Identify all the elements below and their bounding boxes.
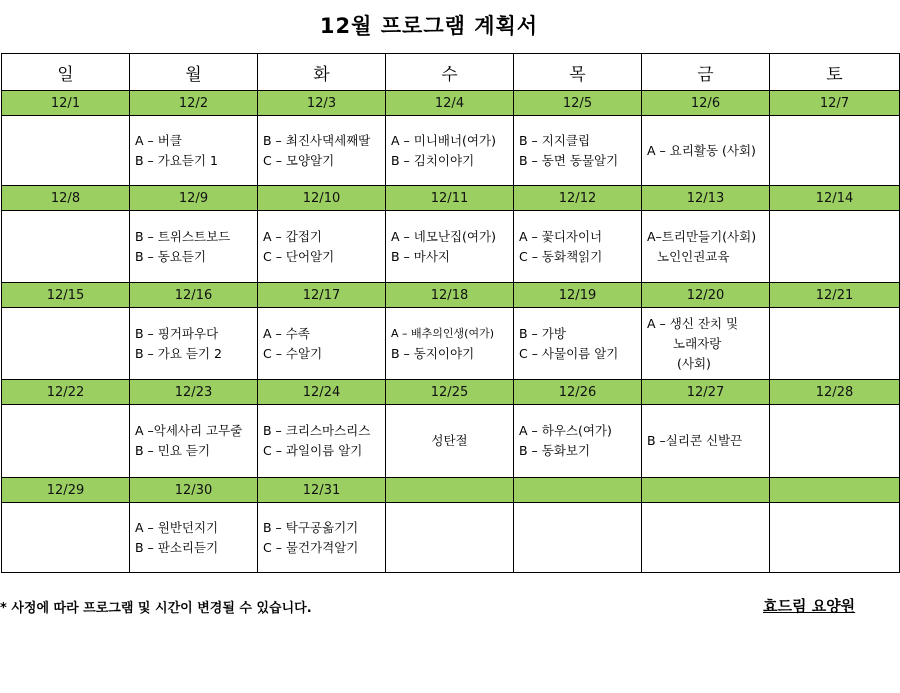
weekday-tue: 화	[258, 54, 386, 91]
program-item: B – 크리스마스리스	[263, 423, 371, 438]
program-item: 노인인권교육	[657, 248, 730, 264]
program-item: B – 동요듣기	[135, 248, 207, 264]
program-cell	[2, 503, 130, 573]
program-cell	[258, 308, 386, 380]
program-item: B – 김치이야기	[391, 152, 475, 168]
date-cell: 12/6	[642, 91, 770, 116]
date-cell: 12/5	[514, 91, 642, 116]
program-item: C – 사물이름 알기	[519, 345, 619, 361]
page-title: 12월 프로그램 계획서	[319, 14, 539, 38]
program-cell	[642, 405, 770, 478]
program-item: C – 수알기	[263, 345, 323, 361]
program-item: B – 가방	[519, 325, 566, 341]
date-cell: 12/16	[130, 283, 258, 308]
date-cell: 12/18	[386, 283, 514, 308]
program-cell	[386, 116, 514, 186]
program-item: B –실리콘 신발끈	[647, 433, 743, 448]
date-cell: 12/29	[2, 478, 130, 503]
program-cell	[770, 308, 900, 380]
weekday-mon: 월	[130, 54, 258, 91]
program-cell	[642, 211, 770, 283]
program-cell	[130, 211, 258, 283]
program-item: A – 미니배너(여가)	[391, 132, 496, 148]
program-cell	[130, 116, 258, 186]
program-item: A – 갑접기	[263, 228, 322, 244]
program-item: A – 하우스(여가)	[519, 423, 612, 438]
program-item: C – 과일이름 알기	[263, 443, 363, 458]
program-item: A – 버클	[135, 132, 182, 148]
program-cell	[514, 503, 642, 573]
program-cell	[258, 503, 386, 573]
program-cell	[642, 503, 770, 573]
program-item: B – 동면 동물알기	[519, 152, 619, 168]
date-row	[2, 186, 900, 211]
program-item: C – 모양알기	[263, 152, 335, 168]
weekday-thu: 목	[514, 54, 642, 91]
program-cell	[2, 308, 130, 380]
program-item: A – 꽃디자이너	[519, 228, 603, 244]
date-cell: 12/10	[258, 186, 386, 211]
date-cell: 12/8	[2, 186, 130, 211]
program-row	[2, 211, 900, 283]
date-cell: 12/21	[770, 283, 900, 308]
program-cell	[770, 405, 900, 478]
program-cell	[258, 211, 386, 283]
program-item: B – 트위스트보드	[135, 228, 231, 244]
weekday-wed: 수	[386, 54, 514, 91]
date-cell	[514, 478, 642, 503]
program-item: B – 가요 듣기 2	[135, 345, 222, 361]
weekday-fri: 금	[642, 54, 770, 91]
date-cell: 12/3	[258, 91, 386, 116]
date-cell: 12/24	[258, 380, 386, 405]
date-cell	[770, 478, 900, 503]
date-cell: 12/15	[2, 283, 130, 308]
program-item: A – 생신 잔치 및	[647, 315, 739, 331]
program-cell	[2, 211, 130, 283]
weekday-header-row	[2, 54, 900, 91]
date-cell: 12/13	[642, 186, 770, 211]
date-cell: 12/2	[130, 91, 258, 116]
program-item: B – 가요듣기 1	[135, 152, 218, 168]
program-item: A – 네모난집(여가)	[391, 228, 496, 244]
date-cell: 12/30	[130, 478, 258, 503]
program-item: B – 동지이야기	[391, 345, 475, 361]
program-cell	[258, 116, 386, 186]
date-row	[2, 283, 900, 308]
program-cell	[642, 116, 770, 186]
date-cell: 12/22	[2, 380, 130, 405]
date-cell: 12/1	[2, 91, 130, 116]
weekday-sat: 토	[770, 54, 900, 91]
date-cell: 12/4	[386, 91, 514, 116]
program-item: C – 물건가격알기	[263, 539, 359, 555]
date-cell: 12/31	[258, 478, 386, 503]
program-item: 노래자랑	[673, 335, 722, 351]
program-cell	[386, 211, 514, 283]
program-item: C – 단어알기	[263, 248, 335, 264]
footnote: * 사정에 따라 프로그램 및 시간이 변경될 수 있습니다.	[0, 601, 312, 616]
program-item: A – 수족	[263, 325, 310, 341]
date-cell: 12/11	[386, 186, 514, 211]
date-cell: 12/23	[130, 380, 258, 405]
program-cell	[386, 308, 514, 380]
program-cell	[130, 308, 258, 380]
date-cell: 12/9	[130, 186, 258, 211]
date-cell: 12/19	[514, 283, 642, 308]
program-cell	[514, 116, 642, 186]
date-cell: 12/12	[514, 186, 642, 211]
holiday-label: 성탄절	[431, 433, 468, 448]
date-row	[2, 380, 900, 405]
organization-name: 효드림 요양원	[763, 597, 856, 615]
program-cell	[770, 503, 900, 573]
program-row	[2, 308, 900, 380]
program-item: B – 민요 듣기	[135, 443, 211, 458]
date-row	[2, 91, 900, 116]
program-item: A – 요리활동 (사회)	[647, 142, 756, 158]
program-item: A – 원반던지기	[135, 519, 219, 535]
program-row	[2, 116, 900, 186]
date-cell: 12/26	[514, 380, 642, 405]
date-cell: 12/14	[770, 186, 900, 211]
program-item: A–트리만들기(사회)	[647, 228, 757, 244]
date-cell: 12/17	[258, 283, 386, 308]
program-item: B – 최진사댁세째딸	[263, 132, 371, 148]
date-cell: 12/7	[770, 91, 900, 116]
program-item: (사회)	[677, 355, 711, 371]
program-item: B – 동화보기	[519, 443, 591, 458]
date-cell	[642, 478, 770, 503]
program-row	[2, 405, 900, 478]
program-cell	[770, 116, 900, 186]
program-item: B – 핑거파우다	[135, 325, 219, 341]
program-item: B – 마사지	[391, 248, 450, 264]
program-cell	[514, 405, 642, 478]
program-item: B – 탁구공옮기기	[263, 519, 359, 535]
program-cell	[2, 405, 130, 478]
date-cell: 12/25	[386, 380, 514, 405]
program-cell	[770, 211, 900, 283]
program-calendar	[1, 53, 900, 573]
program-item: A –악세사리 고무줄	[135, 423, 243, 438]
program-cell	[258, 405, 386, 478]
date-cell: 12/20	[642, 283, 770, 308]
program-cell	[2, 116, 130, 186]
date-row	[2, 478, 900, 503]
program-cell	[514, 211, 642, 283]
program-cell	[130, 503, 258, 573]
date-cell: 12/27	[642, 380, 770, 405]
program-item: B – 판소리듣기	[135, 539, 219, 555]
date-cell	[386, 478, 514, 503]
program-cell	[514, 308, 642, 380]
date-cell: 12/28	[770, 380, 900, 405]
program-item: B – 지지클립	[519, 132, 591, 148]
weekday-sun: 일	[2, 54, 130, 91]
program-item: A – 배추의인생(여가)	[391, 326, 494, 340]
program-cell	[130, 405, 258, 478]
program-cell	[386, 405, 514, 478]
program-cell	[642, 308, 770, 380]
program-item: C – 동화책읽기	[519, 248, 603, 264]
program-row	[2, 503, 900, 573]
program-cell	[386, 503, 514, 573]
